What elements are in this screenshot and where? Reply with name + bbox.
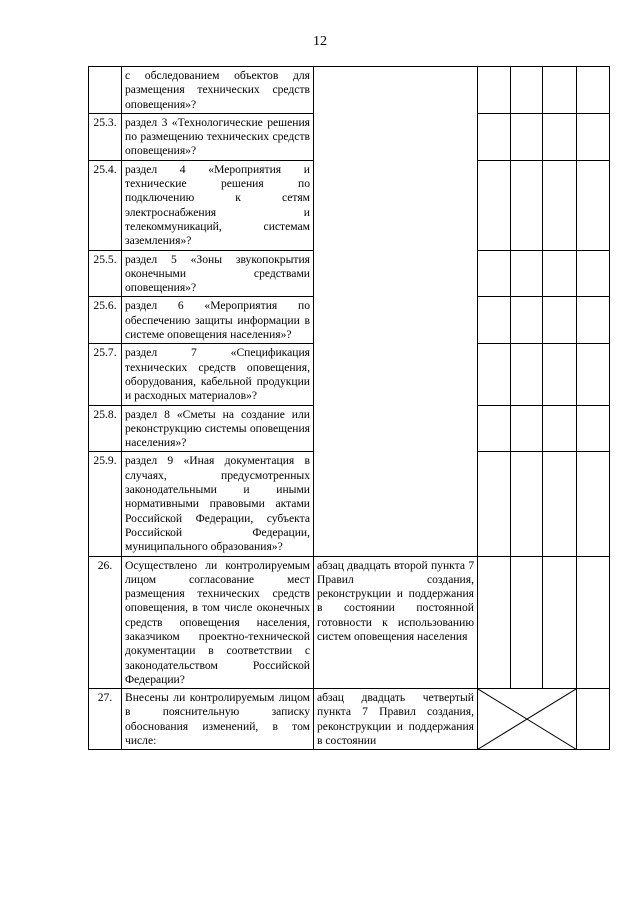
answer-yes-cell[interactable] <box>478 67 511 114</box>
answer-yes-cell[interactable] <box>478 297 511 344</box>
row-number: 25.8. <box>89 405 122 452</box>
legal-basis <box>314 67 478 557</box>
legal-basis: абзац двадцать четвертый пункта 7 Правил создания, реконструкции и поддержания в состоянии <box>314 689 478 750</box>
answer-na-cell[interactable] <box>543 250 577 297</box>
note-cell[interactable] <box>577 689 610 750</box>
answer-no-cell[interactable] <box>511 67 543 114</box>
answer-yes-cell[interactable] <box>478 452 511 556</box>
table-row <box>89 689 610 750</box>
note-cell[interactable] <box>577 250 610 297</box>
note-cell[interactable] <box>577 405 610 452</box>
row-number <box>89 67 122 114</box>
answer-na-cell[interactable] <box>543 556 577 689</box>
answer-no-cell[interactable] <box>511 405 543 452</box>
row-number: 25.4. <box>89 160 122 250</box>
checklist-table <box>88 66 610 750</box>
question-text: раздел 9 «Иная документация в случаях, предусмотренных законодательными и иными нормативными правовыми актами Российской Федерации, субъекта Российской Федерации, муниципального образования»? <box>122 452 314 556</box>
row-number: 26. <box>89 556 122 689</box>
question-text: раздел 8 «Сметы на создание или реконструкцию системы оповещения населения»? <box>122 405 314 452</box>
row-number: 27. <box>89 689 122 750</box>
answer-na-cell[interactable] <box>543 452 577 556</box>
answer-no-cell[interactable] <box>511 113 543 160</box>
question-text: Осуществлено ли контролируемым лицом согласование мест размещения технических средств оповещения, в том числе оконечных средств оповещения населения, заказчиком проектно-технической документации в соответствии с законодательством Российской Федерации? <box>122 556 314 689</box>
question-text: раздел 6 «Мероприятия по обеспечению защиты информации в системе оповещения населения»? <box>122 297 314 344</box>
answer-no-cell[interactable] <box>511 452 543 556</box>
note-cell[interactable] <box>577 452 610 556</box>
answer-yes-cell[interactable] <box>478 250 511 297</box>
note-cell[interactable] <box>577 556 610 689</box>
answer-no-cell[interactable] <box>511 160 543 250</box>
row-number: 25.7. <box>89 344 122 405</box>
cross-mark-icon <box>478 689 576 749</box>
table-row <box>89 556 610 689</box>
crossed-out-answer-cell <box>478 689 577 750</box>
legal-basis: абзац двадцать второй пункта 7 Правил создания, реконструкции и поддержания в состоянии постоянной готовности к использованию систем оповещения населения <box>314 556 478 689</box>
note-cell[interactable] <box>577 113 610 160</box>
note-cell[interactable] <box>577 297 610 344</box>
row-number: 25.3. <box>89 113 122 160</box>
answer-no-cell[interactable] <box>511 297 543 344</box>
answer-no-cell[interactable] <box>511 344 543 405</box>
row-number: 25.5. <box>89 250 122 297</box>
answer-na-cell[interactable] <box>543 160 577 250</box>
note-cell[interactable] <box>577 67 610 114</box>
answer-na-cell[interactable] <box>543 297 577 344</box>
answer-yes-cell[interactable] <box>478 344 511 405</box>
answer-no-cell[interactable] <box>511 556 543 689</box>
question-text: раздел 5 «Зоны звукопокрытия оконечными средствами оповещения»? <box>122 250 314 297</box>
question-text: раздел 3 «Технологические решения по размещению технических средств оповещения»? <box>122 113 314 160</box>
answer-yes-cell[interactable] <box>478 160 511 250</box>
note-cell[interactable] <box>577 344 610 405</box>
row-number: 25.6. <box>89 297 122 344</box>
question-text: Внесены ли контролируемым лицом в пояснительную записку обоснования изменений, в том числе: <box>122 689 314 750</box>
table-row <box>89 67 610 114</box>
answer-no-cell[interactable] <box>511 250 543 297</box>
question-text: раздел 7 «Спецификация технических средств оповещения, оборудования, кабельной продукции и расходных материалов»? <box>122 344 314 405</box>
question-text: с обследованием объектов для размещения технических средств оповещения»? <box>122 67 314 114</box>
question-text: раздел 4 «Мероприятия и технические решения по подключению к сетям электроснабжения и телекоммуникаций, системам заземления»? <box>122 160 314 250</box>
page-number: 12 <box>313 34 327 49</box>
answer-yes-cell[interactable] <box>478 113 511 160</box>
answer-yes-cell[interactable] <box>478 556 511 689</box>
answer-yes-cell[interactable] <box>478 405 511 452</box>
answer-na-cell[interactable] <box>543 344 577 405</box>
answer-na-cell[interactable] <box>543 113 577 160</box>
row-number: 25.9. <box>89 452 122 556</box>
answer-na-cell[interactable] <box>543 67 577 114</box>
note-cell[interactable] <box>577 160 610 250</box>
answer-na-cell[interactable] <box>543 405 577 452</box>
